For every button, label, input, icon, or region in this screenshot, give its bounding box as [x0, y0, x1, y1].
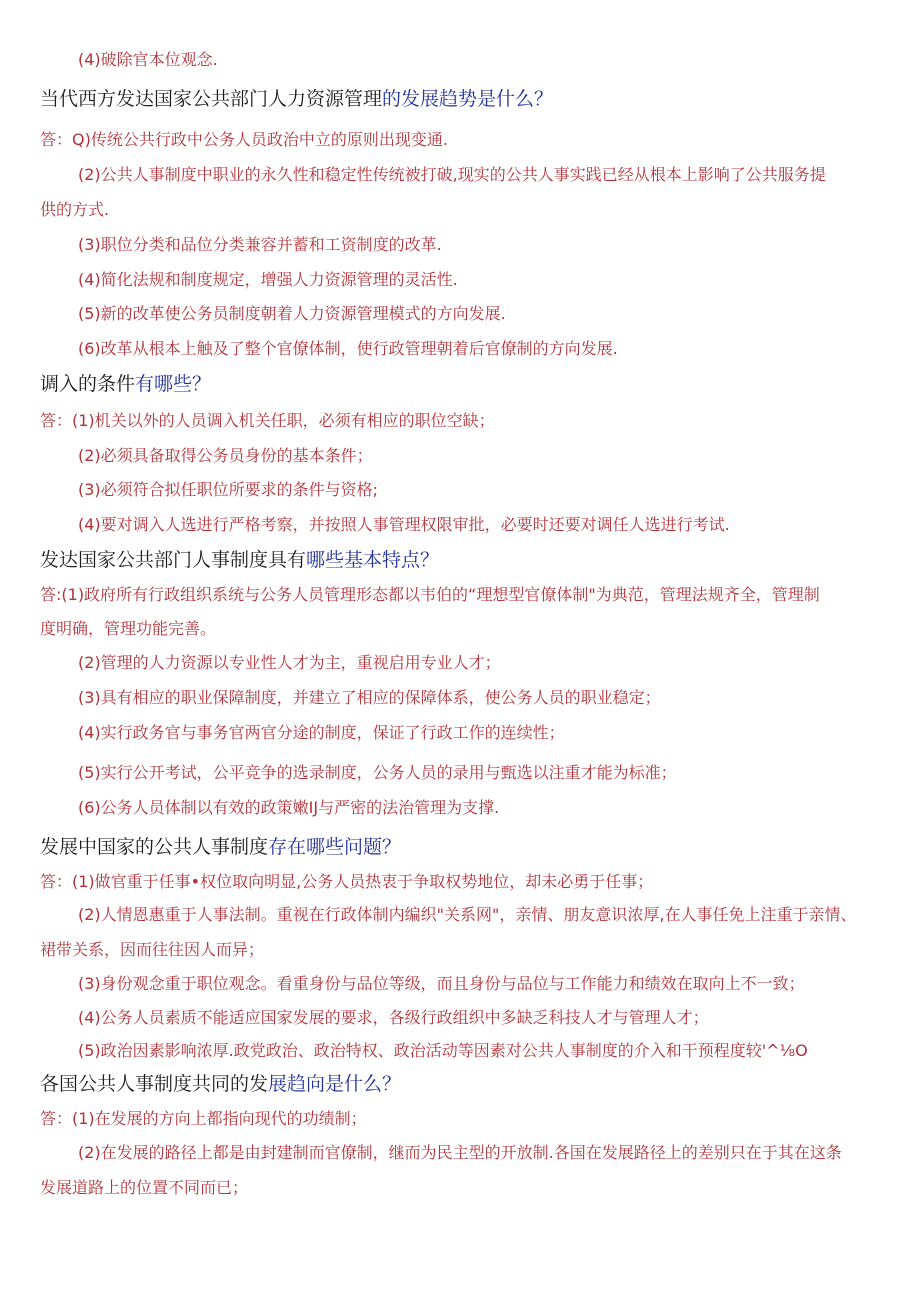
- question-heading-1: [40, 90, 553, 109]
- answer-line: (4)要对调入人选进行严格考察，并按照人事管理权限审批，必要时还要对调任人选进行考试.: [78, 515, 730, 534]
- answer-line: (6)公务人员体制以有效的政策嫩IJ与严密的法治管理为支撑.: [78, 798, 500, 817]
- answer-line: (2)在发展的路径上都是由封建制而官僚制，继而为民主型的开放制.各国在发展路径上的差别只在于其在这条: [78, 1143, 842, 1162]
- answer-line: (5)政治因素影响浓厚.政党政治、政治特权、政治活动等因素对公共人事制度的介入和干预程度较'^⅛O: [78, 1041, 808, 1060]
- answer-line: (4)公务人员素质不能适应国家发展的要求，各级行政组织中多缺乏科技人才与管理人才；: [78, 1008, 709, 1027]
- answer-line: (3)职位分类和品位分类兼容并蓄和工资制度的改革.: [78, 235, 442, 254]
- answer-line: 答:(1)政府所有行政组织系统与公务人员管理形态都以韦伯的“理想型官僚体制"为典范，管理法规齐全，管理制: [40, 585, 820, 604]
- question-highlight: 有哪些？: [135, 373, 212, 395]
- answer-line: 答：(1)机关以外的人员调入机关任职，必须有相应的职位空缺；: [40, 411, 495, 430]
- question-text: 发展中国家的公共人事制度: [40, 836, 269, 858]
- question-text: 调入的条件: [40, 373, 136, 395]
- answer-line: (3)必须符合拟任职位所要求的条件与资格;: [78, 480, 379, 499]
- answer-line: (5)实行公开考试，公平竞争的选录制度，公务人员的录用与甄选以注重才能为标准；: [78, 763, 677, 782]
- answer-line: 答：(1)做官重于任事•权位取向明显,公务人员热衷于争取权势地位，却未必勇于任事；: [40, 872, 654, 891]
- answer-line: (2)公共人事制度中职业的永久性和稳定性传统被打破,现实的公共人事实践已经从根本上影响了公共服务提: [78, 165, 826, 184]
- answer-line: (5)新的改革使公务员制度朝着人力资源管理模式的方向发展.: [78, 304, 506, 323]
- question-heading-2: [40, 375, 211, 394]
- answer-line: 答：Q)传统公共行政中公务人员政治中立的原则出现变通.: [40, 130, 448, 149]
- question-highlight: 的发展趋势是什么？: [382, 88, 554, 110]
- answer-line: 供的方式.: [40, 200, 110, 219]
- answer-line: (4)实行政务官与事务官两官分途的制度，保证了行政工作的连续性；: [78, 723, 565, 742]
- question-text: 各国公共人事制度共同的发: [40, 1073, 269, 1095]
- answer-line: (3)身份观念重于职位观念。看重身份与品位等级，而且身份与品位与工作能力和绩效在取向上不一致；: [78, 974, 805, 993]
- answer-line: 发展道路上的位置不同而已；: [40, 1178, 249, 1197]
- answer-line: (2)必须具备取得公务员身份的基本条件；: [78, 446, 373, 465]
- answer-line: (2)人情恩惠重于人事法制。重视在行政体制内编织"关系网"，亲情、朋友意识浓厚,在人事任免上注重于亲情、: [78, 905, 857, 924]
- answer-line: 度明确，管理功能完善。: [40, 619, 217, 638]
- answer-line: (2)管理的人力资源以专业性人才为主，重视启用专业人才；: [78, 653, 501, 672]
- answer-line: (3)具有相应的职业保障制度，并建立了相应的保障体系，使公务人员的职业稳定；: [78, 688, 661, 707]
- question-highlight: 存在哪些问题？: [268, 836, 402, 858]
- question-heading-3: [40, 551, 439, 570]
- answer-line: 裙带关系，因而往往因人而异；: [40, 940, 265, 959]
- answer-line: (4)简化法规和制度规定，增强人力资源管理的灵活性.: [78, 270, 458, 289]
- question-heading-5: [40, 1075, 401, 1094]
- answer-line: (6)改革从根本上触及了整个官僚体制，使行政管理朝着后官僚制的方向发展.: [78, 339, 618, 358]
- question-highlight: 展趋向是什么？: [268, 1073, 402, 1095]
- answer-line: 答：(1)在发展的方向上都指向现代的功绩制；: [40, 1109, 367, 1128]
- question-text: 当代西方发达国家公共部门人力资源管理: [40, 88, 383, 110]
- intro-item-4: (4)破除官本位观念.: [78, 50, 218, 69]
- question-text: 发达国家公共部门人事制度具有: [40, 549, 307, 571]
- question-heading-4: [40, 838, 401, 857]
- question-highlight: 哪些基本特点？: [306, 549, 440, 571]
